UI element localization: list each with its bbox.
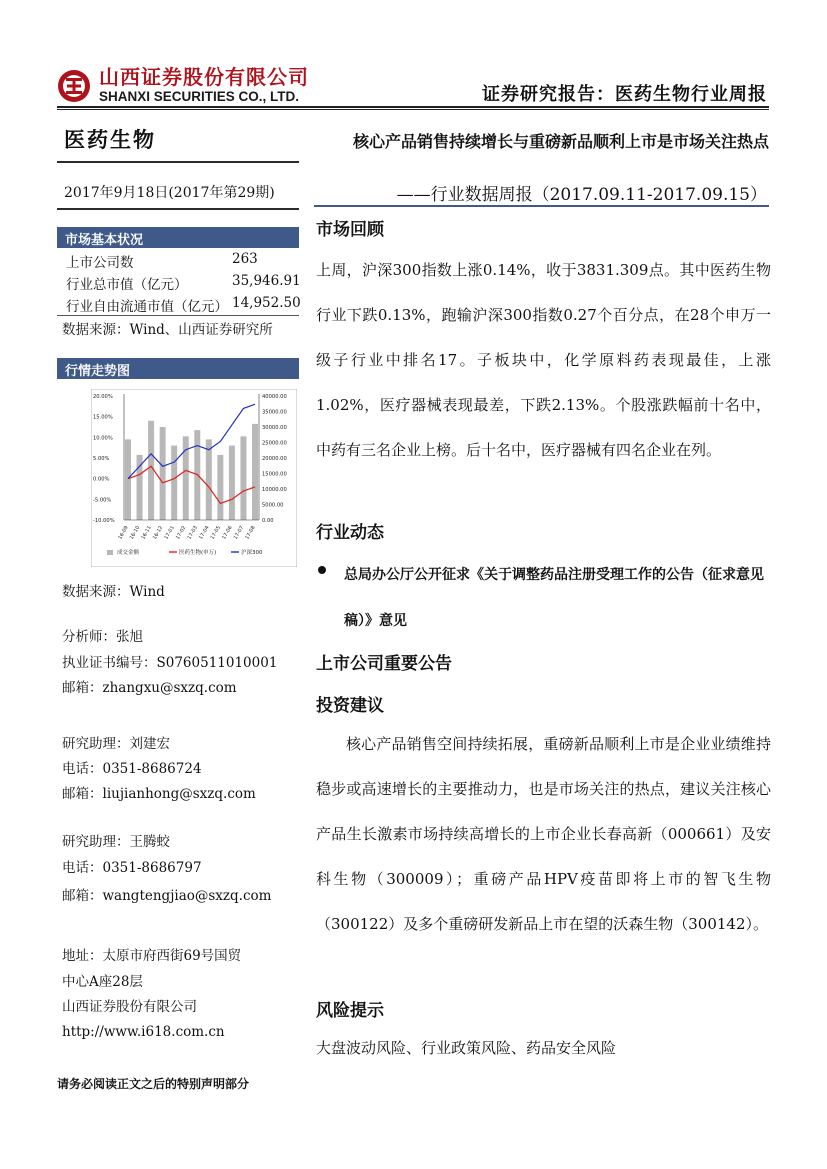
assistant-name: 研究助理：王腾蛟	[62, 834, 170, 850]
volume-bar	[160, 427, 166, 520]
volume-bar	[229, 446, 235, 520]
analyst-name: 分析师：张旭	[62, 629, 143, 645]
x-tick-label: 17-01	[163, 525, 176, 541]
legend-label: 沪深300	[241, 550, 263, 556]
address-line: 中心A座28层	[62, 974, 143, 990]
company-name: 山西证券股份有限公司	[62, 999, 197, 1015]
address-line: 地址：太原市府西街69号国贸	[62, 948, 242, 964]
analyst-email[interactable]: 邮箱：zhangxu@sxzq.com	[62, 680, 237, 696]
x-tick-label: 16-11	[140, 525, 153, 541]
volume-bar	[125, 439, 131, 520]
trend-chart	[91, 389, 297, 567]
company-name-en: SHANXI SECURITIES CO., LTD.	[99, 89, 300, 104]
risk-heading: 风险提示	[316, 1001, 384, 1021]
x-tick-label: 16-10	[128, 525, 142, 541]
legend-swatch	[107, 550, 113, 555]
sector-title: 医药生物	[64, 128, 156, 152]
divider	[314, 205, 769, 207]
legend-label: 成交金额	[117, 550, 140, 556]
market-review-text: 上周，沪深300指数上涨0.14%，收于3831.309点。其中医药生物行业下跌0.13%，跑输沪深300指数0.27个百分点，在28个申万一级子行业中排名17。子板块中，化学原料药表现最佳，上涨1.02%，医疗器械表现最差，下跌2.13%。个股涨跌幅前十名中，中药有三名企业上榜。后十名中，医疗器械有四名企业在列。	[316, 261, 771, 459]
volume-bar	[206, 439, 212, 520]
market-status-heading: 市场基本状况	[57, 227, 299, 248]
header-rule-thin	[57, 109, 769, 110]
y-left-tick-label: 15.00%	[93, 414, 113, 421]
report-date: 2017年9月18日(2017年第29期)	[64, 185, 275, 201]
stat-label: 上市公司数	[66, 255, 134, 271]
disclaimer-note: 请务必阅读正文之后的特别声明部分	[57, 1077, 250, 1091]
company-logo	[57, 66, 309, 105]
company-name-cn: 山西证券股份有限公司	[99, 65, 309, 89]
announcements-heading: 上市公司重要公告	[316, 654, 452, 674]
y-left-tick-label: 10.00%	[93, 435, 113, 442]
x-tick-label: 16-09	[117, 525, 130, 541]
investment-heading: 投资建议	[316, 696, 384, 716]
risk-text: 大盘波动风险、行业政策风险、药品安全风险	[316, 1039, 617, 1057]
header-rule	[57, 106, 769, 108]
y-right-tick-label: 0.00	[262, 518, 274, 524]
investment-text: 核心产品销售空间持续拓展，重磅新品顺利上市是企业业绩维持稳步或高速增长的主要推动力，也是市场关注的热点，建议关注核心产品生长激素市场持续高增长的上市企业长春高新（000661）及安科生物（300009）；重磅产品HPV疫苗即将上市的智飞生物（300122）及多个重磅研发新品上市在望的沃森生物（300142）。	[316, 735, 771, 933]
y-right-tick-label: 35000.00	[262, 409, 287, 416]
assistant-phone: 电话：0351-8686797	[62, 860, 202, 876]
y-right-tick-label: 20000.00	[262, 456, 287, 462]
volume-bar	[217, 455, 223, 520]
report-subhead: ——行业数据周报（2017.09.11-2017.09.15）	[396, 185, 767, 205]
legend-label: 医药生物(申万)	[179, 550, 217, 556]
x-tick-label: 17-05	[209, 525, 223, 541]
stat-value: 35,946.91	[232, 273, 301, 289]
x-tick-label: 17-02	[174, 525, 188, 541]
volume-bar	[252, 424, 258, 520]
x-tick-label: 17-06	[221, 525, 234, 541]
x-tick-label: 16-12	[151, 525, 165, 541]
report-type: 证券研究报告：医药生物行业周报	[482, 84, 767, 105]
divider	[57, 208, 299, 210]
x-tick-label: 17-03	[186, 525, 200, 541]
market-review-heading: 市场回顾	[316, 220, 384, 240]
y-right-tick-label: 15000.00	[262, 471, 287, 478]
y-right-tick-label: 10000.00	[262, 487, 287, 493]
y-left-tick-label: -5.00%	[93, 497, 112, 504]
volume-bar	[148, 421, 154, 520]
analyst-cert: 执业证书编号：S0760511010001	[62, 655, 278, 671]
volume-bar	[171, 446, 177, 520]
stat-value: 14,952.50	[232, 295, 301, 311]
y-left-tick-label: 5.00%	[93, 456, 110, 462]
stat-label: 行业自由流通市值（亿元）	[66, 299, 228, 315]
bullet-icon	[318, 566, 326, 574]
industry-news-heading: 行业动态	[316, 523, 384, 543]
x-tick-label: 17-04	[198, 525, 211, 541]
x-tick-label: 17-07	[232, 525, 246, 541]
y-left-tick-label: 0.00%	[93, 476, 110, 483]
assistant-email[interactable]: 邮箱：wangtengjiao@sxzq.com	[62, 888, 272, 904]
stat-label: 行业总市值（亿元）	[66, 277, 188, 293]
chart-source: 数据来源：Wind	[62, 584, 165, 600]
y-right-tick-label: 40000.00	[262, 394, 287, 400]
table-bottom-rule	[57, 315, 299, 316]
assistant-phone: 电话：0351-8686724	[62, 761, 202, 777]
assistant-email[interactable]: 邮箱：liujianhong@sxzq.com	[62, 786, 256, 802]
y-right-tick-label: 25000.00	[262, 440, 287, 447]
report-headline: 核心产品销售持续增长与重磅新品顺利上市是市场关注热点	[352, 132, 769, 151]
volume-bar	[240, 436, 246, 520]
y-left-tick-label: -10.00%	[93, 518, 115, 524]
stat-value: 263	[232, 251, 258, 267]
y-right-tick-label: 30000.00	[262, 425, 287, 431]
y-right-tick-label: 5000.00	[262, 502, 284, 509]
stats-source: 数据来源：Wind、山西证券研究所	[62, 322, 273, 338]
y-left-tick-label: 20.00%	[93, 394, 113, 400]
assistant-name: 研究助理：刘建宏	[62, 736, 170, 752]
divider	[57, 161, 299, 163]
trend-chart-heading: 行情走势图	[57, 358, 299, 379]
industry-news-item: 总局办公厅公开征求《关于调整药品注册受理工作的公告（征求意见稿）》意见	[344, 567, 764, 629]
x-tick-label: 17-08	[244, 525, 257, 541]
company-logo-icon	[57, 69, 91, 103]
company-url[interactable]: http://www.i618.com.cn	[62, 1024, 225, 1040]
